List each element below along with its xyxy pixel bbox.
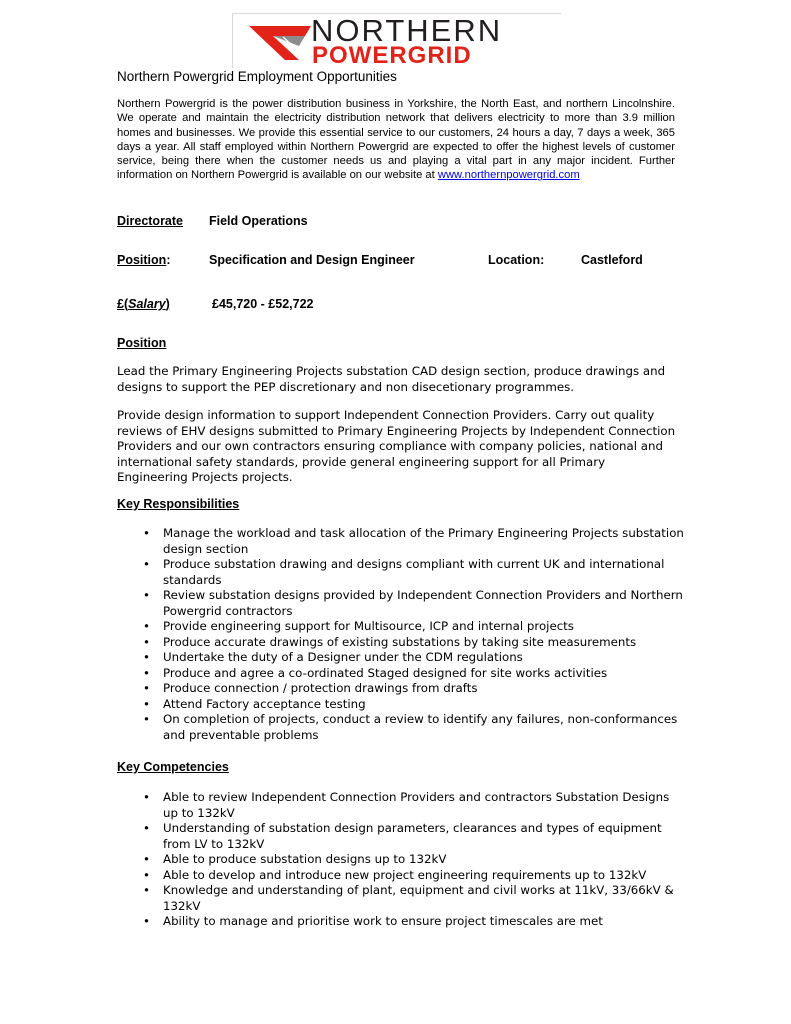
bullet-icon: • — [143, 712, 150, 726]
logo-mark-icon — [233, 14, 313, 68]
intro-text: Northern Powergrid is the power distribution business in Yorkshire, the North East, and northern Lincolnshire. We operate and maintain the electricity distribution network that delivers electricity to more than 3.9 million homes and businesses. We provide this essential service to our customers, 24 hours a day, 7 days a week, 365 days a year. All staff employed within Northern Powergrid are expected to offer the highest levels of customer service, being there when the customer needs us and playing a vital part in any major incident. Further information on Northern Powergrid is available on our website at — [117, 98, 675, 182]
list-item — [117, 526, 687, 557]
list-item — [117, 868, 687, 884]
list-item-text: Produce and agree a co-ordinated Staged designed for site works activities — [163, 665, 608, 680]
directorate-value: Field Operations — [209, 214, 308, 228]
list-item-text: Able to develop and introduce new project engineering requirements up to 132kV — [163, 867, 647, 882]
bullet-icon: • — [143, 557, 150, 571]
position-colon: : — [166, 253, 171, 267]
list-item-text: Attend Factory acceptance testing — [163, 696, 366, 711]
logo-text-powergrid: POWERGRID — [312, 42, 472, 69]
list-item-text: Able to produce substation designs up to 132kV — [163, 852, 447, 866]
bullet-icon: • — [143, 790, 150, 804]
position-section-title: Position — [117, 336, 167, 350]
key-competencies-list — [117, 790, 687, 930]
bullet-icon: • — [143, 681, 150, 695]
list-item — [117, 635, 687, 651]
list-item — [117, 914, 687, 930]
list-item-text: Undertake the duty of a Designer under the CDM regulations — [163, 650, 523, 664]
list-item — [117, 588, 687, 619]
bullet-icon: • — [143, 914, 150, 928]
list-item-text: Review substation designs provided by Independent Connection Providers and Northern Powergrid contractors — [163, 588, 683, 618]
bullet-icon: • — [143, 867, 150, 882]
list-item-text: Produce connection / protection drawings from drafts — [163, 681, 478, 695]
list-item-text: On completion of projects, conduct a review to identify any failures, non-conformances and preventable problems — [163, 712, 678, 742]
list-item-text: Able to review Independent Connection Providers and contractors Substation Designs up to 132kV — [163, 790, 670, 820]
list-item-text: Manage the workload and task allocation of the Primary Engineering Projects substation design section — [163, 526, 684, 556]
list-item — [117, 557, 687, 588]
intro-paragraph — [117, 97, 675, 183]
position-paragraph-2: Provide design information to support Independent Connection Providers. Carry out quality reviews of EHV designs submitted to Primary Engineering Projects by Independent Connection Providers and our own contractors ensuring compliance with company policies, national and international safety standards, provide general engineering support for all Primary Engineering Projects projects. — [117, 408, 676, 484]
list-item — [117, 821, 687, 852]
list-item — [117, 790, 687, 821]
bullet-icon: • — [143, 821, 150, 835]
page-title: Northern Powergrid Employment Opportunities — [117, 69, 397, 84]
list-item-text: Produce accurate drawings of existing substations by taking site measurements — [163, 634, 637, 649]
key-responsibilities-title: Key Responsibilities — [117, 497, 240, 511]
bullet-icon: • — [143, 650, 150, 664]
list-item-text: Ability to manage and prioritise work to ensure project timescales are met — [163, 914, 603, 928]
list-item-text: Understanding of substation design parameters, clearances and types of equipment from LV to 132kV — [163, 821, 662, 851]
key-responsibilities-list — [117, 526, 687, 743]
position-value: Specification and Design Engineer — [209, 253, 415, 267]
bullet-icon: • — [143, 852, 150, 866]
bullet-icon: • — [143, 634, 150, 649]
bullet-icon: • — [143, 665, 150, 680]
salary-label-prefix: £( — [117, 297, 129, 311]
directorate-label: Directorate — [117, 214, 183, 228]
salary-label-suffix: ) — [165, 297, 170, 311]
salary-label — [117, 297, 170, 311]
list-item-text: Provide engineering support for Multisource, ICP and internal projects — [163, 619, 574, 633]
logo-text-northern: NORTHERN — [311, 13, 503, 48]
website-link[interactable]: www.northernpowergrid.com — [437, 169, 580, 182]
list-item — [117, 712, 687, 743]
key-competencies-title: Key Competencies — [117, 760, 229, 774]
northern-powergrid-logo — [232, 13, 561, 68]
position-label-group — [117, 253, 170, 267]
list-item — [117, 852, 687, 868]
bullet-icon: • — [143, 588, 150, 602]
position-paragraph-1: Lead the Primary Engineering Projects substation CAD design section, produce drawings and designs to support the PEP discretionary and non disecetionary programmes. — [117, 364, 666, 394]
list-item — [117, 666, 687, 682]
position-label: Position — [117, 253, 167, 267]
list-item — [117, 681, 687, 697]
location-label: Location: — [488, 253, 545, 267]
list-item-text: Produce substation drawing and designs compliant with current UK and international standards — [163, 557, 665, 587]
bullet-icon: • — [143, 526, 150, 540]
bullet-icon: • — [143, 619, 150, 633]
salary-value: £45,720 - £52,722 — [212, 297, 314, 311]
list-item — [117, 650, 687, 666]
list-item-text: Knowledge and understanding of plant, equipment and civil works at 11kV, 33/66kV & 132kV — [163, 883, 674, 913]
bullet-icon: • — [143, 696, 150, 711]
location-value: Castleford — [581, 253, 643, 267]
list-item — [117, 619, 687, 635]
list-item — [117, 883, 687, 914]
bullet-icon: • — [143, 883, 150, 897]
salary-label-italic: Salary — [128, 297, 166, 311]
list-item — [117, 697, 687, 713]
